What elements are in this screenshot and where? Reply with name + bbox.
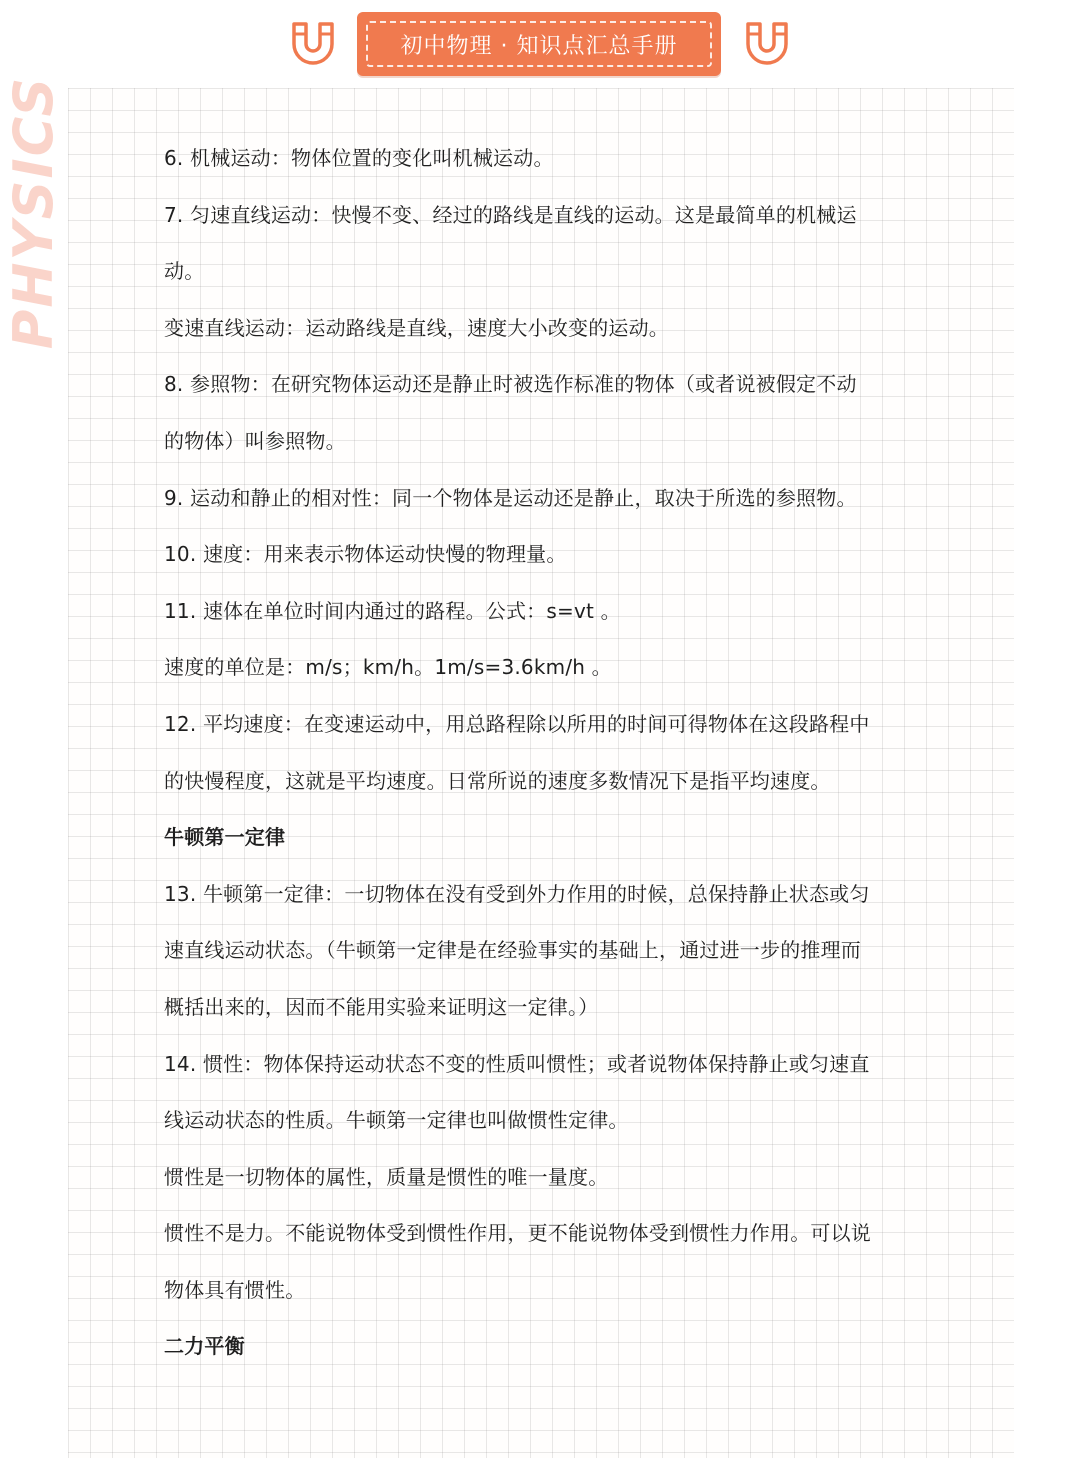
paragraph-line: 动。 xyxy=(164,259,205,284)
document-body xyxy=(164,130,934,1375)
magnet-icon xyxy=(288,20,338,70)
paragraph-line: 6. 机械运动：物体位置的变化叫机械运动。 xyxy=(164,146,554,170)
paragraph-line: 12. 平均速度：在变速运动中，用总路程除以所用的时间可得物体在这段路程中 xyxy=(164,711,870,736)
header-banner xyxy=(357,12,721,76)
paragraph-line: 物体具有惯性。 xyxy=(164,1277,306,1302)
header-title: 初中物理 · 知识点汇总手册 xyxy=(400,33,678,59)
paragraph-line: 的物体）叫参照物。 xyxy=(164,428,346,453)
physics-watermark-text: PHYSICS xyxy=(2,75,66,349)
paragraph-line: 的快慢程度，这就是平均速度。日常所说的速度多数情况下是指平均速度。 xyxy=(164,768,831,793)
paragraph-line: 线运动状态的性质。牛顿第一定律也叫做惯性定律。 xyxy=(164,1108,629,1133)
physics-watermark xyxy=(2,75,66,349)
paragraph-line: 10. 速度：用来表示物体运动快慢的物理量。 xyxy=(164,542,567,567)
paragraph-line: 概括出来的，因而不能用实验来证明这一定律。） xyxy=(164,994,599,1019)
paragraph-line: 9. 运动和静止的相对性：同一个物体是运动还是静止，取决于所选的参照物。 xyxy=(164,485,857,510)
paragraph-line: 惯性不是力。不能说物体受到惯性作用，更不能说物体受到惯性力作用。可以说 xyxy=(164,1221,871,1246)
section-heading: 二力平衡 xyxy=(164,1334,245,1359)
paragraph-line: 7. 匀速直线运动：快慢不变、经过的路线是直线的运动。这是最简单的机械运 xyxy=(164,202,857,227)
magnet-icon xyxy=(742,20,792,70)
paragraph-line: 11. 速体在单位时间内通过的路程。公式：s=vt 。 xyxy=(164,598,621,623)
paragraph-line: 速直线运动状态。（牛顿第一定律是在经验事实的基础上，通过进一步的推理而 xyxy=(164,938,861,963)
paragraph-line: 惯性是一切物体的属性，质量是惯性的唯一量度。 xyxy=(164,1164,609,1189)
paragraph-line: 8. 参照物：在研究物体运动还是静止时被选作标准的物体（或者说被假定不动 xyxy=(164,372,857,397)
paragraph-line: 13. 牛顿第一定律：一切物体在没有受到外力作用的时候，总保持静止状态或匀 xyxy=(164,881,870,906)
paragraph-line: 速度的单位是：m/s；km/h。1m/s=3.6km/h 。 xyxy=(164,655,612,680)
paragraph-line: 变速直线运动：运动路线是直线，速度大小改变的运动。 xyxy=(164,315,669,340)
section-heading: 牛顿第一定律 xyxy=(164,825,286,850)
paragraph-line: 14. 惯性：物体保持运动状态不变的性质叫惯性；或者说物体保持静止或匀速直 xyxy=(164,1051,870,1076)
